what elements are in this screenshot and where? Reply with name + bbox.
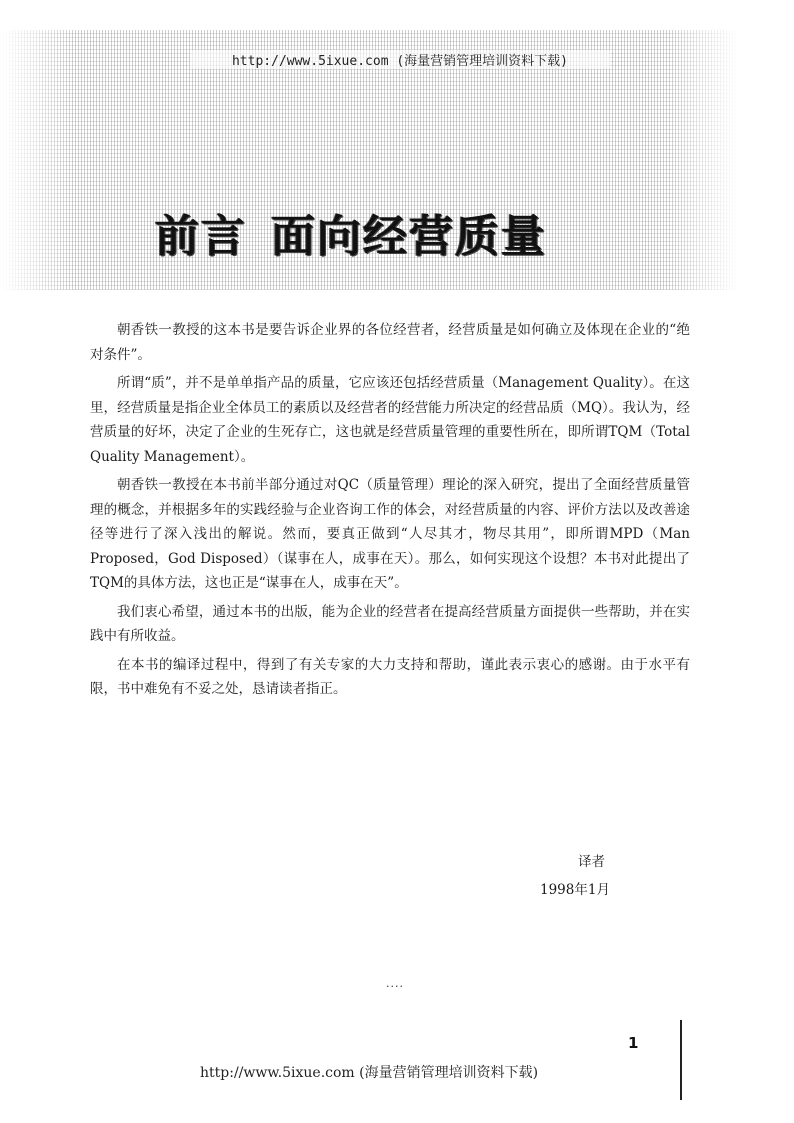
paragraph-3: 朝香铁一教授在本书前半部分通过对QC（质量管理）理论的深入研究，提出了全面经营质量管理的概念，并根据多年的实践经验与企业咨询工作的体会，对经营质量的内容、评价方法以及改善途径等进行了深入浅出的解说。然而，要真正做到“人尽其才，物尽其用”，即所谓MPD（Man Proposed，God Disposed）（谋事在人，成事在天）。那么，如何实现这个设想？本书对此提出了TQM的具体方法，这也正是“谋事在人，成事在天”。 <box>90 477 690 591</box>
header-url: http://www.5ixue.com (海量营销管理培训资料下载) <box>190 50 610 69</box>
signature-author: 译者 <box>578 854 605 870</box>
signature-block <box>540 848 610 904</box>
paragraph-1: 朝香铁一教授的这本书是要告诉企业界的各位经营者，经营质量是如何确立及体现在企业的“绝对条件”。 <box>90 322 690 363</box>
title-part-1: 前言 <box>155 211 247 262</box>
signature-date: 1998年1月 <box>540 882 610 898</box>
center-mark: ···· <box>386 980 404 993</box>
vertical-rule <box>680 1020 682 1100</box>
page-number: 1 <box>628 1034 639 1052</box>
title-part-2: 面向经营质量 <box>271 211 547 262</box>
paragraph-2: 所谓“质”，并不是单单指产品的质量，它应该还包括经营质量（Management Quality）。在这里，经营质量是指企业全体员工的素质以及经营者的经营能力所决定的经营品质（MQ）。我认为，经营质量的好坏，决定了企业的生死存亡，这也就是经营质量管理的重要性所在，即所谓TQM（Total Quality Management）。 <box>90 375 690 465</box>
paragraph-5: 在本书的编译过程中，得到了有关专家的大力支持和帮助，谨此表示衷心的感谢。由于水平有限，书中难免有不妥之处，恳请读者指正。 <box>90 656 690 697</box>
page-title <box>155 200 615 260</box>
footer-url: http://www.5ixue.com (海量营销管理培训资料下载) <box>200 1065 539 1081</box>
body-text <box>90 318 690 706</box>
paragraph-4: 我们衷心希望，通过本书的出版，能为企业的经营者在提高经营质量方面提供一些帮助，并在实践中有所收益。 <box>90 603 690 644</box>
